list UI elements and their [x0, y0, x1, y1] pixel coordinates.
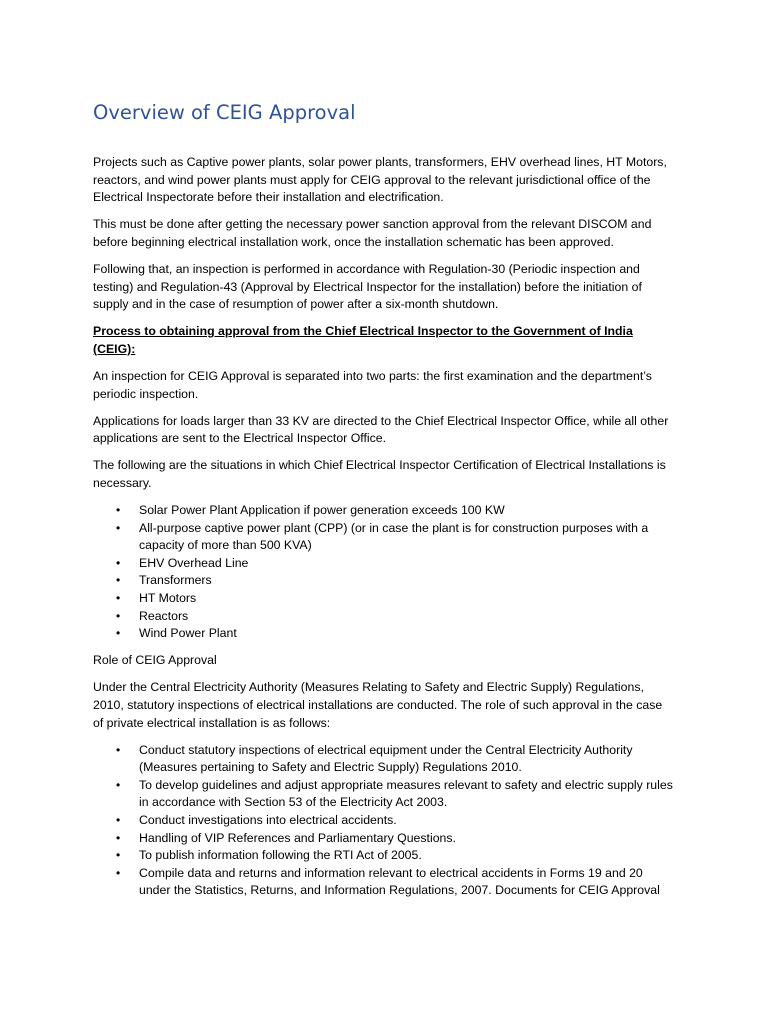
intro-paragraph-1: Projects such as Captive power plants, solar power plants, transformers, EHV overhead lines, HT Motors, reactors, and wind power plants must apply for CEIG approval to the relevant jurisdictional office of the Electrical Inspectorate before their installation and electrification.: [93, 155, 667, 205]
process-paragraph-2: Applications for loads larger than 33 KV are directed to the Chief Electrical Inspector Office, while all other applications are sent to the Electrical Inspector Office.: [93, 413, 669, 446]
roles-list: [93, 742, 675, 900]
list-item: [93, 608, 675, 626]
list-item: [93, 865, 675, 900]
list-item: [93, 812, 675, 830]
list-item: [93, 555, 675, 573]
list-item-text: EHV Overhead Line: [139, 555, 249, 570]
list-item-text: HT Motors: [139, 590, 197, 605]
bullet-icon: •: [116, 590, 121, 605]
bullet-icon: •: [116, 503, 121, 517]
list-item-text: All-purpose captive power plant (CPP) (or in case the plant is for construction purposes with a capacity of more than 500 KVA): [139, 520, 649, 553]
list-item-text: Reactors: [139, 608, 189, 623]
bullet-icon: •: [116, 626, 121, 641]
list-item-text: Solar Power Plant Application if power generation exceeds 100 KW: [139, 503, 505, 517]
role-paragraph: Under the Central Electricity Authority (Measures Relating to Safety and Electric Supply) Regulations, 2010, statutory inspections of electrical installations are conducted. The role of such approval in the case of private electrical installation is as follows:: [93, 680, 663, 730]
list-item-text: Conduct investigations into electrical accidents.: [139, 813, 397, 827]
list-item-text: Handling of VIP References and Parliamentary Questions.: [139, 830, 456, 845]
list-item: [93, 502, 675, 520]
list-item: [93, 590, 675, 608]
intro-paragraph-3: Following that, an inspection is performed in accordance with Regulation-30 (Periodic inspection and testing) and Regulation-43 (Approval by Electrical Inspector for the installation) before the initiation of supply and in the case of resumption of power after a six-month shutdown.: [93, 261, 642, 312]
bullet-icon: •: [116, 555, 121, 570]
list-item: [93, 777, 675, 812]
bullet-icon: •: [116, 830, 121, 845]
bullet-icon: •: [116, 848, 121, 863]
list-item-text: Conduct statutory inspections of electrical equipment under the Central Electricity Authority (Measures pertaining to Safety and Electric Supply) Regulations 2010.: [139, 742, 633, 775]
list-item: [93, 742, 675, 777]
page-title: Overview of CEIG Approval: [93, 101, 356, 124]
list-item: [93, 625, 675, 643]
bullet-icon: •: [116, 608, 121, 623]
list-item-text: To publish information following the RTI Act of 2005.: [139, 848, 422, 863]
bullet-icon: •: [116, 742, 121, 757]
list-item-text: To develop guidelines and adjust appropriate measures relevant to safety and electric supply rules in accordance with Section 53 of the Electricity Act 2003.: [139, 777, 673, 810]
bullet-icon: •: [116, 777, 121, 792]
situations-list: [93, 502, 675, 643]
list-item-text: Wind Power Plant: [139, 626, 237, 641]
process-heading: Process to obtaining approval from the Chief Electrical Inspector to the Government of India (CEIG):: [93, 324, 633, 356]
list-item: [93, 830, 675, 848]
bullet-icon: •: [116, 573, 121, 588]
list-item: [93, 572, 675, 590]
bullet-icon: •: [116, 520, 121, 535]
list-item: [93, 847, 675, 865]
list-item-text: Transformers: [139, 573, 212, 588]
intro-paragraph-2: This must be done after getting the necessary power sanction approval from the relevant DISCOM and before beginning electrical installation work, once the installation schematic has been approved.: [93, 217, 652, 249]
process-paragraph-1: An inspection for CEIG Approval is separated into two parts: the first examination and the department’s periodic inspection.: [93, 368, 652, 401]
list-item-text: Compile data and returns and information relevant to electrical accidents in Forms 19 and 20 under the Statistics, Returns, and Information Regulations, 2007. Documents for CEIG Approval: [139, 865, 660, 898]
list-item: [93, 520, 675, 555]
process-paragraph-3: The following are the situations in which Chief Electrical Inspector Certification of Electrical Installations is necessary.: [93, 458, 666, 490]
bullet-icon: •: [116, 865, 121, 880]
bullet-icon: •: [116, 813, 121, 827]
document-body: [93, 100, 675, 909]
role-heading: Role of CEIG Approval: [93, 653, 217, 668]
